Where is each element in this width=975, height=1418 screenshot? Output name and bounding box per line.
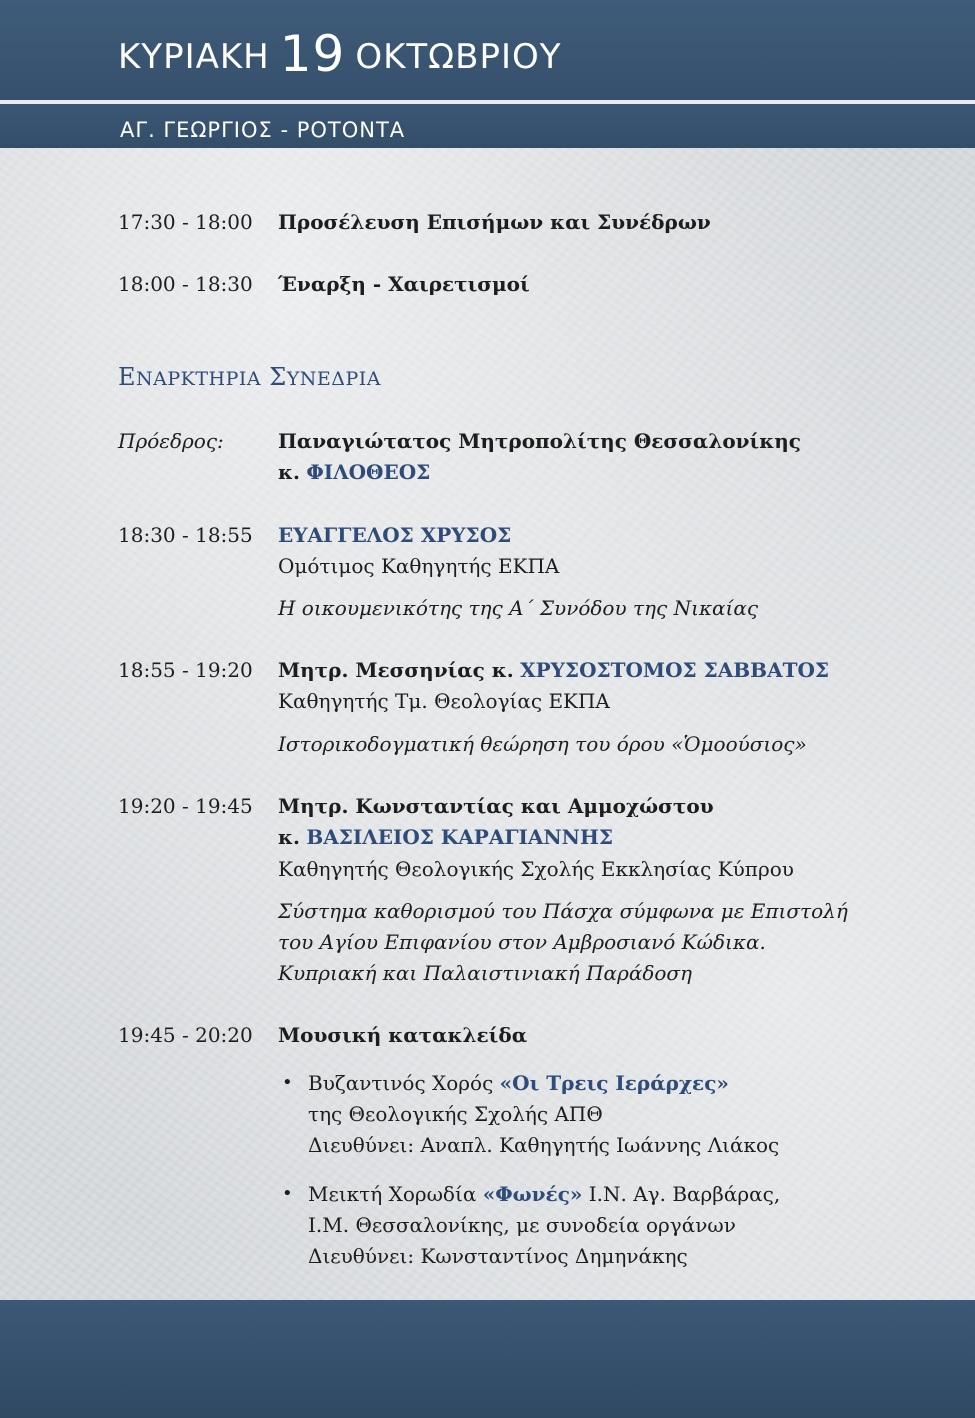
speaker-name: ΕΥΑΓΓΕΛΟΣ ΧΡΥΣΟΣ	[278, 523, 512, 547]
chair-title: Παναγιώτατος Μητροπολίτης Θεσσαλονίκης	[278, 429, 801, 453]
speaker-line	[278, 655, 829, 686]
talk-topic-line: Σύστημα καθορισμού του Πάσχα σύμφωνα με Επιστολή	[278, 899, 848, 923]
director-label: Διευθύνει:	[308, 1244, 415, 1268]
chair-label: Πρόεδρος:	[118, 429, 224, 453]
ensemble-location: Ι.Ν. Αγ. Βαρβάρας,	[588, 1182, 781, 1206]
talk-time: 18:55 - 19:20	[118, 658, 253, 682]
page-title	[118, 22, 562, 83]
chair-prefix: κ.	[278, 460, 300, 484]
speaker-prefix: Μητρ. Μεσσηνίας κ.	[278, 658, 514, 682]
date-number: 19	[279, 25, 346, 83]
schedule-row	[118, 207, 711, 238]
ensemble-affiliation: Ι.Μ. Θεσσαλονίκης, με συνοδεία οργάνων	[308, 1213, 736, 1237]
speaker-role: Ομότιμος Καθηγητής ΕΚΠΑ	[278, 554, 560, 578]
section-title	[118, 363, 381, 391]
director-label: Διευθύνει:	[308, 1133, 415, 1157]
section-title-word: ΝΑΡΚΤΗΡΙΑ	[136, 368, 262, 390]
day-name: ΚΥΡΙΑΚΗ	[118, 37, 270, 77]
speaker-role: Καθηγητής Θεολογικής Σχολής Εκκλησίας Κύπρου	[278, 857, 794, 881]
speaker-prefix: κ.	[278, 825, 300, 849]
speaker-name: ΧΡΥΣΟΣΤΟΜΟΣ ΣΑΒΒΑΤΟΣ	[520, 658, 830, 682]
ensemble-type: Μεικτή Χορωδία	[308, 1182, 477, 1206]
ensemble-line	[308, 1068, 729, 1099]
talk-time: 18:30 - 18:55	[118, 523, 253, 547]
event-title: Έναρξη - Χαιρετισμοί	[278, 272, 530, 296]
talk-topic: Η οικουμενικότης της Α΄ Συνόδου της Νικαίας	[278, 596, 759, 620]
ensemble-affiliation: της Θεολογικής Σχολής ΑΠΘ	[308, 1102, 603, 1126]
talk-topic: Ιστορικοδογματική θεώρηση του όρου «Ὁμοούσιος»	[278, 732, 807, 756]
ensemble-name: «Οι Τρεις Ιεράρχες»	[499, 1071, 729, 1095]
section-title-initial: Ε	[118, 363, 137, 391]
ensemble-type: Βυζαντινός Χορός	[308, 1071, 494, 1095]
bullet-icon: •	[282, 1072, 293, 1093]
venue-label: ΑΓ. ΓΕΩΡΓΙΟΣ - ΡΟΤΟΝΤΑ	[120, 118, 406, 142]
director-name: Κωνσταντίνος Δημηνάκης	[420, 1244, 688, 1268]
speaker-line	[278, 822, 613, 853]
speaker-role: Καθηγητής Τμ. Θεολογίας ΕΚΠΑ	[278, 689, 610, 713]
talk-topic-line: Κυπριακή και Παλαιστινιακή Παράδοση	[278, 961, 693, 985]
time-slot: 18:00 - 18:30	[118, 272, 253, 296]
chair-name-line	[278, 457, 430, 488]
director-name: Αναπλ. Καθηγητής Ιωάννης Λιάκος	[420, 1133, 780, 1157]
ensemble-line	[308, 1179, 780, 1210]
speaker-prefix: Μητρ. Κωνσταντίας και Αμμοχώστου	[278, 794, 714, 818]
ensemble-director-line	[308, 1130, 779, 1161]
music-time: 19:45 - 20:20	[118, 1023, 253, 1047]
ensemble-director-line	[308, 1241, 688, 1272]
talk-topic-line: του Αγίου Επιφανίου στον Αμβροσιανό Κώδικα.	[278, 930, 766, 954]
talk-time: 19:20 - 19:45	[118, 794, 253, 818]
bullet-icon: •	[282, 1183, 293, 1204]
section-title-initial: Σ	[269, 363, 287, 391]
ensemble-name: «Φωνές»	[482, 1182, 583, 1206]
section-title-word: ΥΝΕΔΡΙΑ	[286, 368, 381, 390]
event-title: Προσέλευση Επισήμων και Συνέδρων	[278, 210, 711, 234]
music-title: Μουσική κατακλείδα	[278, 1023, 528, 1047]
schedule-row	[118, 269, 530, 300]
month-name: ΟΚΤΩΒΡΙΟΥ	[355, 37, 562, 77]
footer-band	[0, 1300, 975, 1418]
time-slot: 17:30 - 18:00	[118, 210, 253, 234]
speaker-name: ΒΑΣΙΛΕΙΟΣ ΚΑΡΑΓΙΑΝΝΗΣ	[306, 825, 614, 849]
chair-name: ΦΙΛΟΘΕΟΣ	[306, 460, 431, 484]
